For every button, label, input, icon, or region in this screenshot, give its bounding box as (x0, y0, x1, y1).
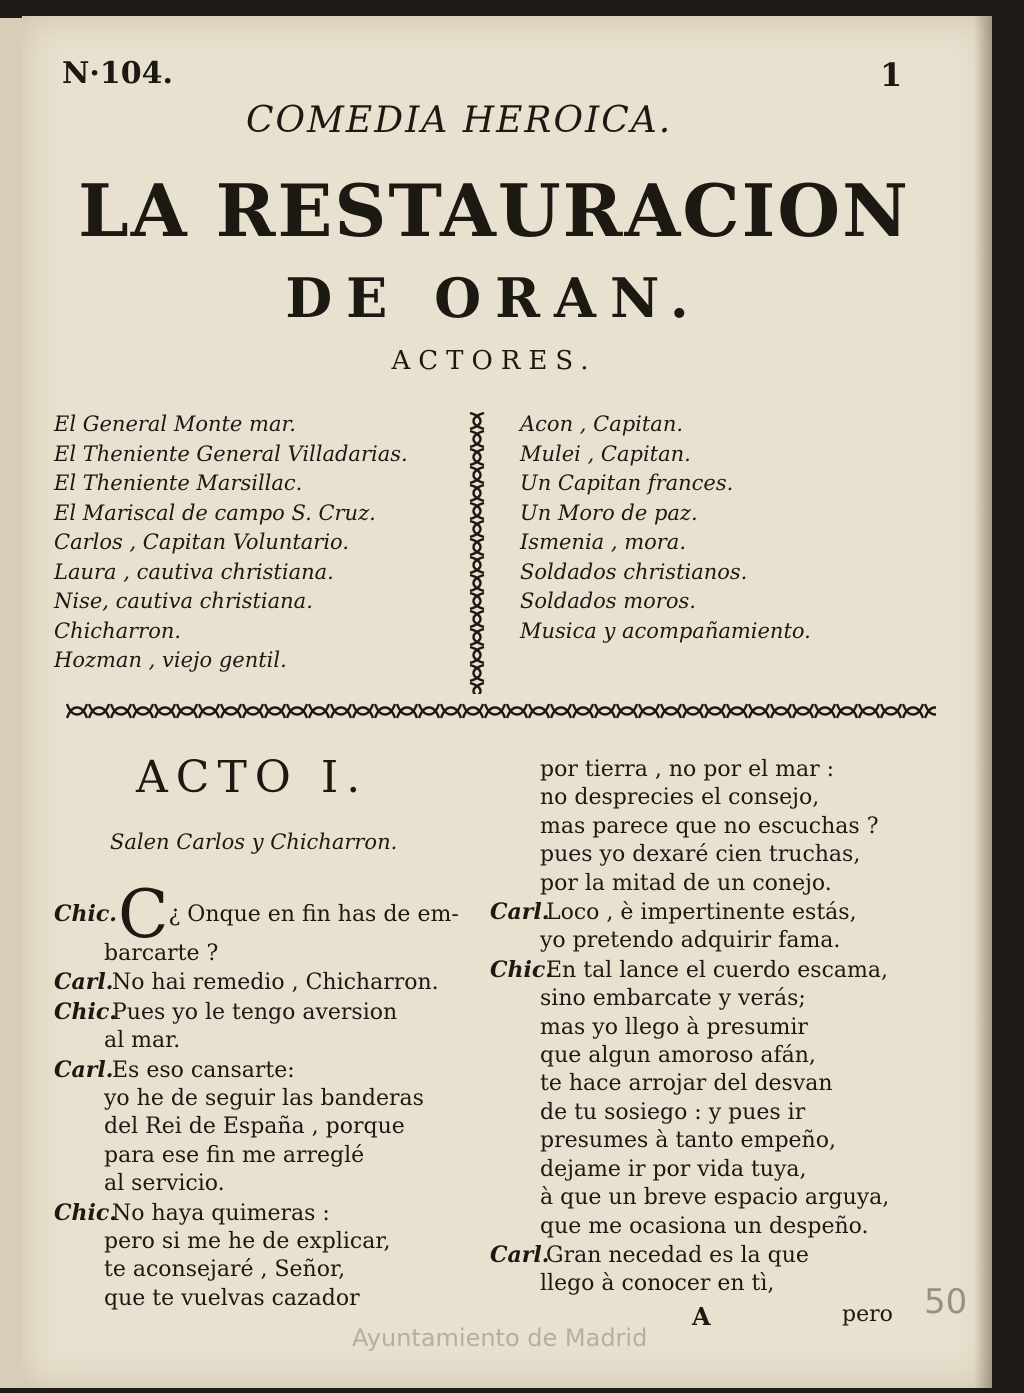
verse-text: Es eso cansarte: (112, 1057, 295, 1083)
verse-line (54, 876, 474, 953)
verse-line: te aconsejaré , Señor, (104, 1257, 346, 1283)
verse-line: por tierra , no por el mar : (540, 757, 835, 782)
cast-list-left (54, 410, 474, 676)
previous-page-edge (0, 18, 22, 1388)
verse-line (54, 1199, 474, 1228)
comedy-number: N·104. (62, 56, 173, 91)
verse-line (54, 968, 474, 997)
cast-item: Mulei , Capitan. (520, 441, 691, 466)
verse-line: dejame ir por vida tuya, (540, 1156, 807, 1182)
text-column-right (490, 756, 910, 1299)
verse-text: Loco , è impertinente estás, (546, 900, 857, 926)
speaker: Carl. (490, 899, 550, 926)
verse-line (54, 998, 474, 1027)
cast-item: Soldados christianos. (520, 559, 748, 584)
play-title-line1: LA RESTAURACION (78, 168, 910, 253)
pencil-annotation: 50 (924, 1282, 968, 1322)
signature-mark: A (692, 1302, 711, 1331)
verse-line: que me ocasiona un despeño. (540, 1213, 869, 1239)
cast-list-right (520, 410, 900, 646)
cast-item: El General Monte mar. (54, 412, 296, 436)
verse-text: En tal lance el cuerdo escama, (546, 957, 888, 983)
cast-heading: ACTORES. (391, 346, 597, 376)
verse-text: Pues yo le tengo aversion (112, 999, 398, 1025)
catchword: pero (842, 1302, 893, 1327)
leaf-number: 1 (880, 56, 903, 94)
cast-item: Carlos , Capitan Voluntario. (54, 530, 350, 554)
speaker: Chic. (54, 998, 117, 1025)
cast-item: El Theniente Marsillac. (54, 471, 303, 495)
verse-line: barcarte ? (104, 941, 219, 966)
cast-item: Laura , cautiva christiana. (54, 559, 334, 584)
drop-cap: C (118, 876, 169, 953)
act-heading: ACTO I. (136, 752, 369, 803)
verse-text: ¿ Onque en fin has de em- (168, 902, 459, 927)
verse-line: yo pretendo adquirir fama. (540, 928, 841, 954)
verse-line: yo he de seguir las banderas (104, 1086, 424, 1112)
verse-line (490, 1241, 910, 1270)
cast-item: Un Capitan frances. (520, 471, 734, 495)
verse-line: à que un breve espacio arguya, (540, 1185, 890, 1211)
verse-line: presumes à tanto empeño, (540, 1128, 836, 1154)
verse-line (490, 956, 910, 985)
cast-item: Hozman , viejo gentil. (54, 648, 287, 672)
genre-heading: COMEDIA HEROICA. (246, 100, 673, 141)
verse-line: por la mitad de un conejo. (540, 870, 832, 896)
cast-item: Chicharron. (54, 618, 182, 643)
verse-line: al servicio. (104, 1171, 225, 1197)
ornament-horizontal-divider (66, 700, 936, 722)
verse-line: te hace arrojar del desvan (540, 1071, 833, 1097)
speaker: Carl. (490, 1241, 550, 1268)
text-column-left (54, 876, 474, 1313)
verse-text: No haya quimeras : (112, 1200, 330, 1226)
speaker: Chic. (490, 956, 553, 983)
verse-line: de tu sosiego : y pues ir (540, 1099, 806, 1125)
library-watermark: Ayuntamiento de Madrid (352, 1324, 648, 1352)
speaker: Chic. (54, 901, 117, 927)
cast-item: Soldados moros. (520, 589, 696, 613)
verse-line: pero si me he de explicar, (104, 1229, 391, 1255)
verse-text: No hai remedio , Chicharron. (112, 970, 439, 996)
cast-item: Un Moro de paz. (520, 500, 698, 525)
page-edge-shadow (974, 16, 992, 1388)
verse-line: pues yo dexaré cien truchas, (540, 842, 861, 868)
verse-text: Gran necedad es la que (546, 1242, 809, 1268)
verse-line: llego à conocer en tì, (540, 1271, 775, 1297)
speaker: Carl. (54, 969, 114, 996)
verse-line: al mar. (104, 1028, 181, 1054)
ornament-vertical-divider (466, 412, 488, 694)
stage-direction: Salen Carlos y Chicharron. (110, 830, 398, 854)
play-title-line2: DE ORAN. (285, 266, 703, 330)
verse-line (54, 1056, 474, 1085)
speaker: Chic. (54, 1199, 117, 1226)
cast-item: Acon , Capitan. (520, 412, 684, 436)
verse-line: que algun amoroso afán, (540, 1043, 816, 1069)
cast-item: Ismenia , mora. (520, 530, 686, 554)
cast-item: Nise, cautiva christiana. (54, 589, 313, 613)
verse-line (490, 898, 910, 927)
verse-line: sino embarcate y verás; (540, 986, 806, 1012)
verse-line: no desprecies el consejo, (540, 785, 820, 811)
speaker: Carl. (54, 1056, 114, 1083)
cast-item: El Mariscal de campo S. Cruz. (54, 500, 376, 525)
cast-item: El Theniente General Villadarias. (54, 441, 408, 466)
verse-line: para ese fin me arreglé (104, 1142, 365, 1168)
verse-line: mas parece que no escuchas ? (540, 813, 879, 839)
cast-item: Musica y acompañamiento. (520, 618, 811, 643)
verse-line: que te vuelvas cazador (104, 1285, 360, 1311)
verse-line: del Rei de España , porque (104, 1114, 405, 1140)
verse-line: mas yo llego à presumir (540, 1014, 808, 1040)
